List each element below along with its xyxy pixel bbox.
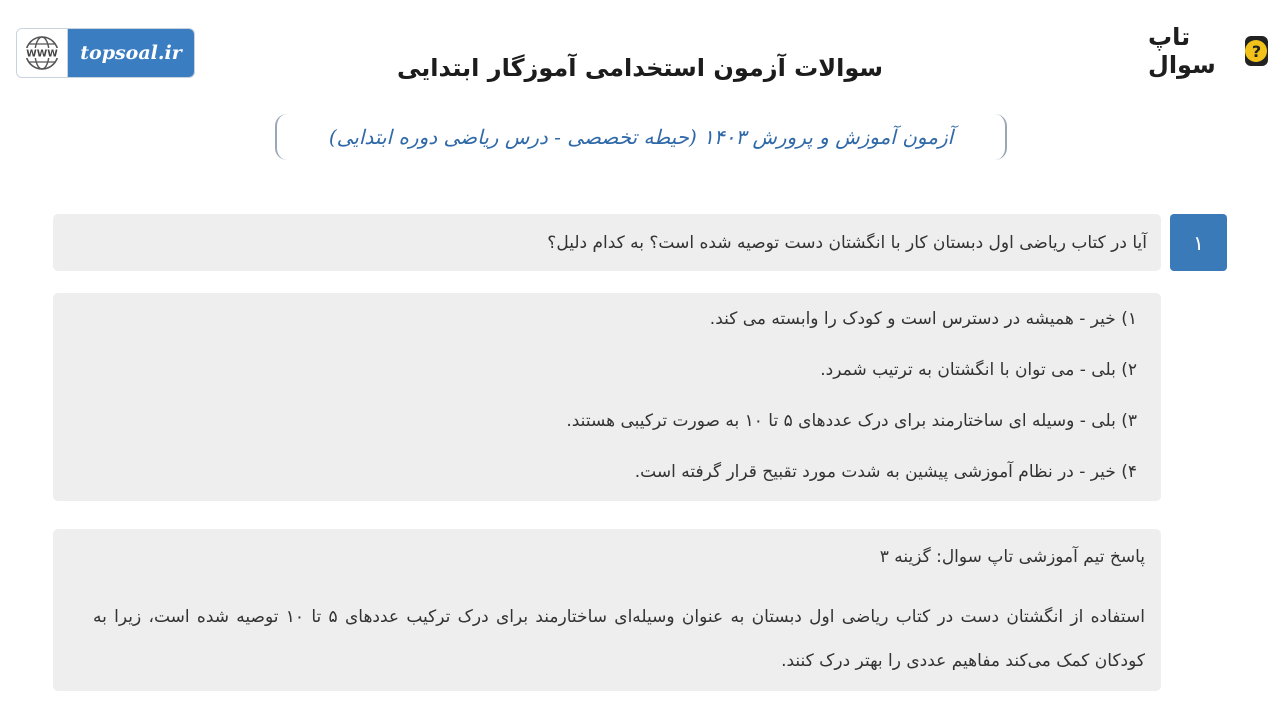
question-number-badge: ۱ (1170, 214, 1227, 271)
page-title: سوالات آزمون استخدامی آموزگار ابتدایی (396, 54, 884, 82)
options-panel (53, 293, 1161, 501)
globe-label: WWW (26, 48, 58, 60)
page-subtitle: آزمون آموزش و پرورش ۱۴۰۳ (حیطه تخصصی - درس ریاضی دوره ابتدایی) (328, 125, 954, 149)
option-1: ۱) خیر - همیشه در دسترس است و کودک را وابسته می کند. (709, 309, 1137, 329)
question-text: آیا در کتاب ریاضی اول دبستان کار با انگشتان دست توصیه شده است؟ به کدام دلیل؟ (53, 214, 1161, 271)
logo-mark: ? (1245, 40, 1267, 62)
answer-explanation: استفاده از انگشتان دست در کتاب ریاضی اول دبستان به عنوان وسیله‌ای ساختارمند برای درک ترکیب عددهای ۵ تا ۱۰ توصیه شده است، زیرا به کودکان کمک می‌کند مفاهیم عددی را بهتر درک کنند. (93, 607, 1146, 671)
site-url[interactable]: topsoal.ir (68, 29, 194, 77)
brand-wordmark: تاپ سوال (1148, 23, 1216, 79)
brand-logo (1148, 23, 1268, 79)
site-badge[interactable] (17, 29, 194, 77)
option-4: ۴) خیر - در نظام آموزشی پیشین به شدت مورد تقبیح قرار گرفته است. (634, 462, 1137, 482)
option-2: ۲) بلی - می توان با انگشتان به ترتیب شمرد. (820, 360, 1137, 380)
question-mark-icon (1245, 36, 1268, 66)
subtitle-box (275, 114, 1007, 160)
globe-icon (17, 29, 68, 77)
answer-panel (53, 529, 1161, 691)
answer-heading: پاسخ تیم آموزشی تاپ سوال: گزینه ۳ (879, 547, 1145, 567)
option-3: ۳) بلی - وسیله ای ساختارمند برای درک عددهای ۵ تا ۱۰ به صورت ترکیبی هستند. (566, 411, 1137, 431)
